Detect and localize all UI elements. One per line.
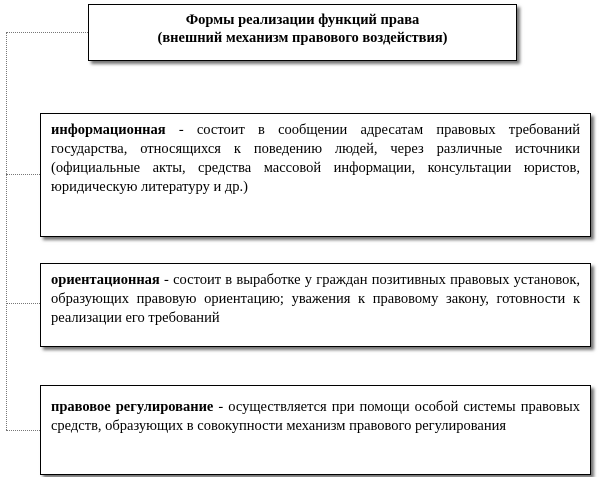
form-term: ориентационная <box>51 272 160 288</box>
form-description: - состоит в сообщении адресатам правовых требований государства, относящихся к поведению людей, через различные источники (официальные акты, средства массовой информации, консультации юристов, юридическую литературу и др.) <box>51 122 580 195</box>
diagram-title-line-2: (внешний механизм правового воздействия) <box>157 30 448 46</box>
form-box-orientational <box>40 263 591 347</box>
form-term: информационная <box>51 122 166 138</box>
form-term: правовое регулирование <box>51 399 214 415</box>
diagram-title-line-1: Формы реализации функций права <box>185 12 420 28</box>
connector-line-branch-3 <box>6 430 40 431</box>
form-box-informational <box>40 113 591 237</box>
diagram-title-box <box>88 4 517 61</box>
form-description: - состоит в выработке у граждан позитивных правовых установок, образующих правовую ориентацию; уважения к правовому закону, готовности к реализации его требований <box>51 272 580 326</box>
connector-line-vertical <box>6 32 7 430</box>
connector-line-branch-2 <box>6 303 40 304</box>
connector-line-branch-1 <box>6 174 40 175</box>
connector-line-top <box>6 32 88 33</box>
form-description: - осуществляется при помощи особой системы правовых средств, образующих в совокупности механизм правового регулирования <box>51 399 580 434</box>
form-box-legal-regulation <box>40 385 591 475</box>
